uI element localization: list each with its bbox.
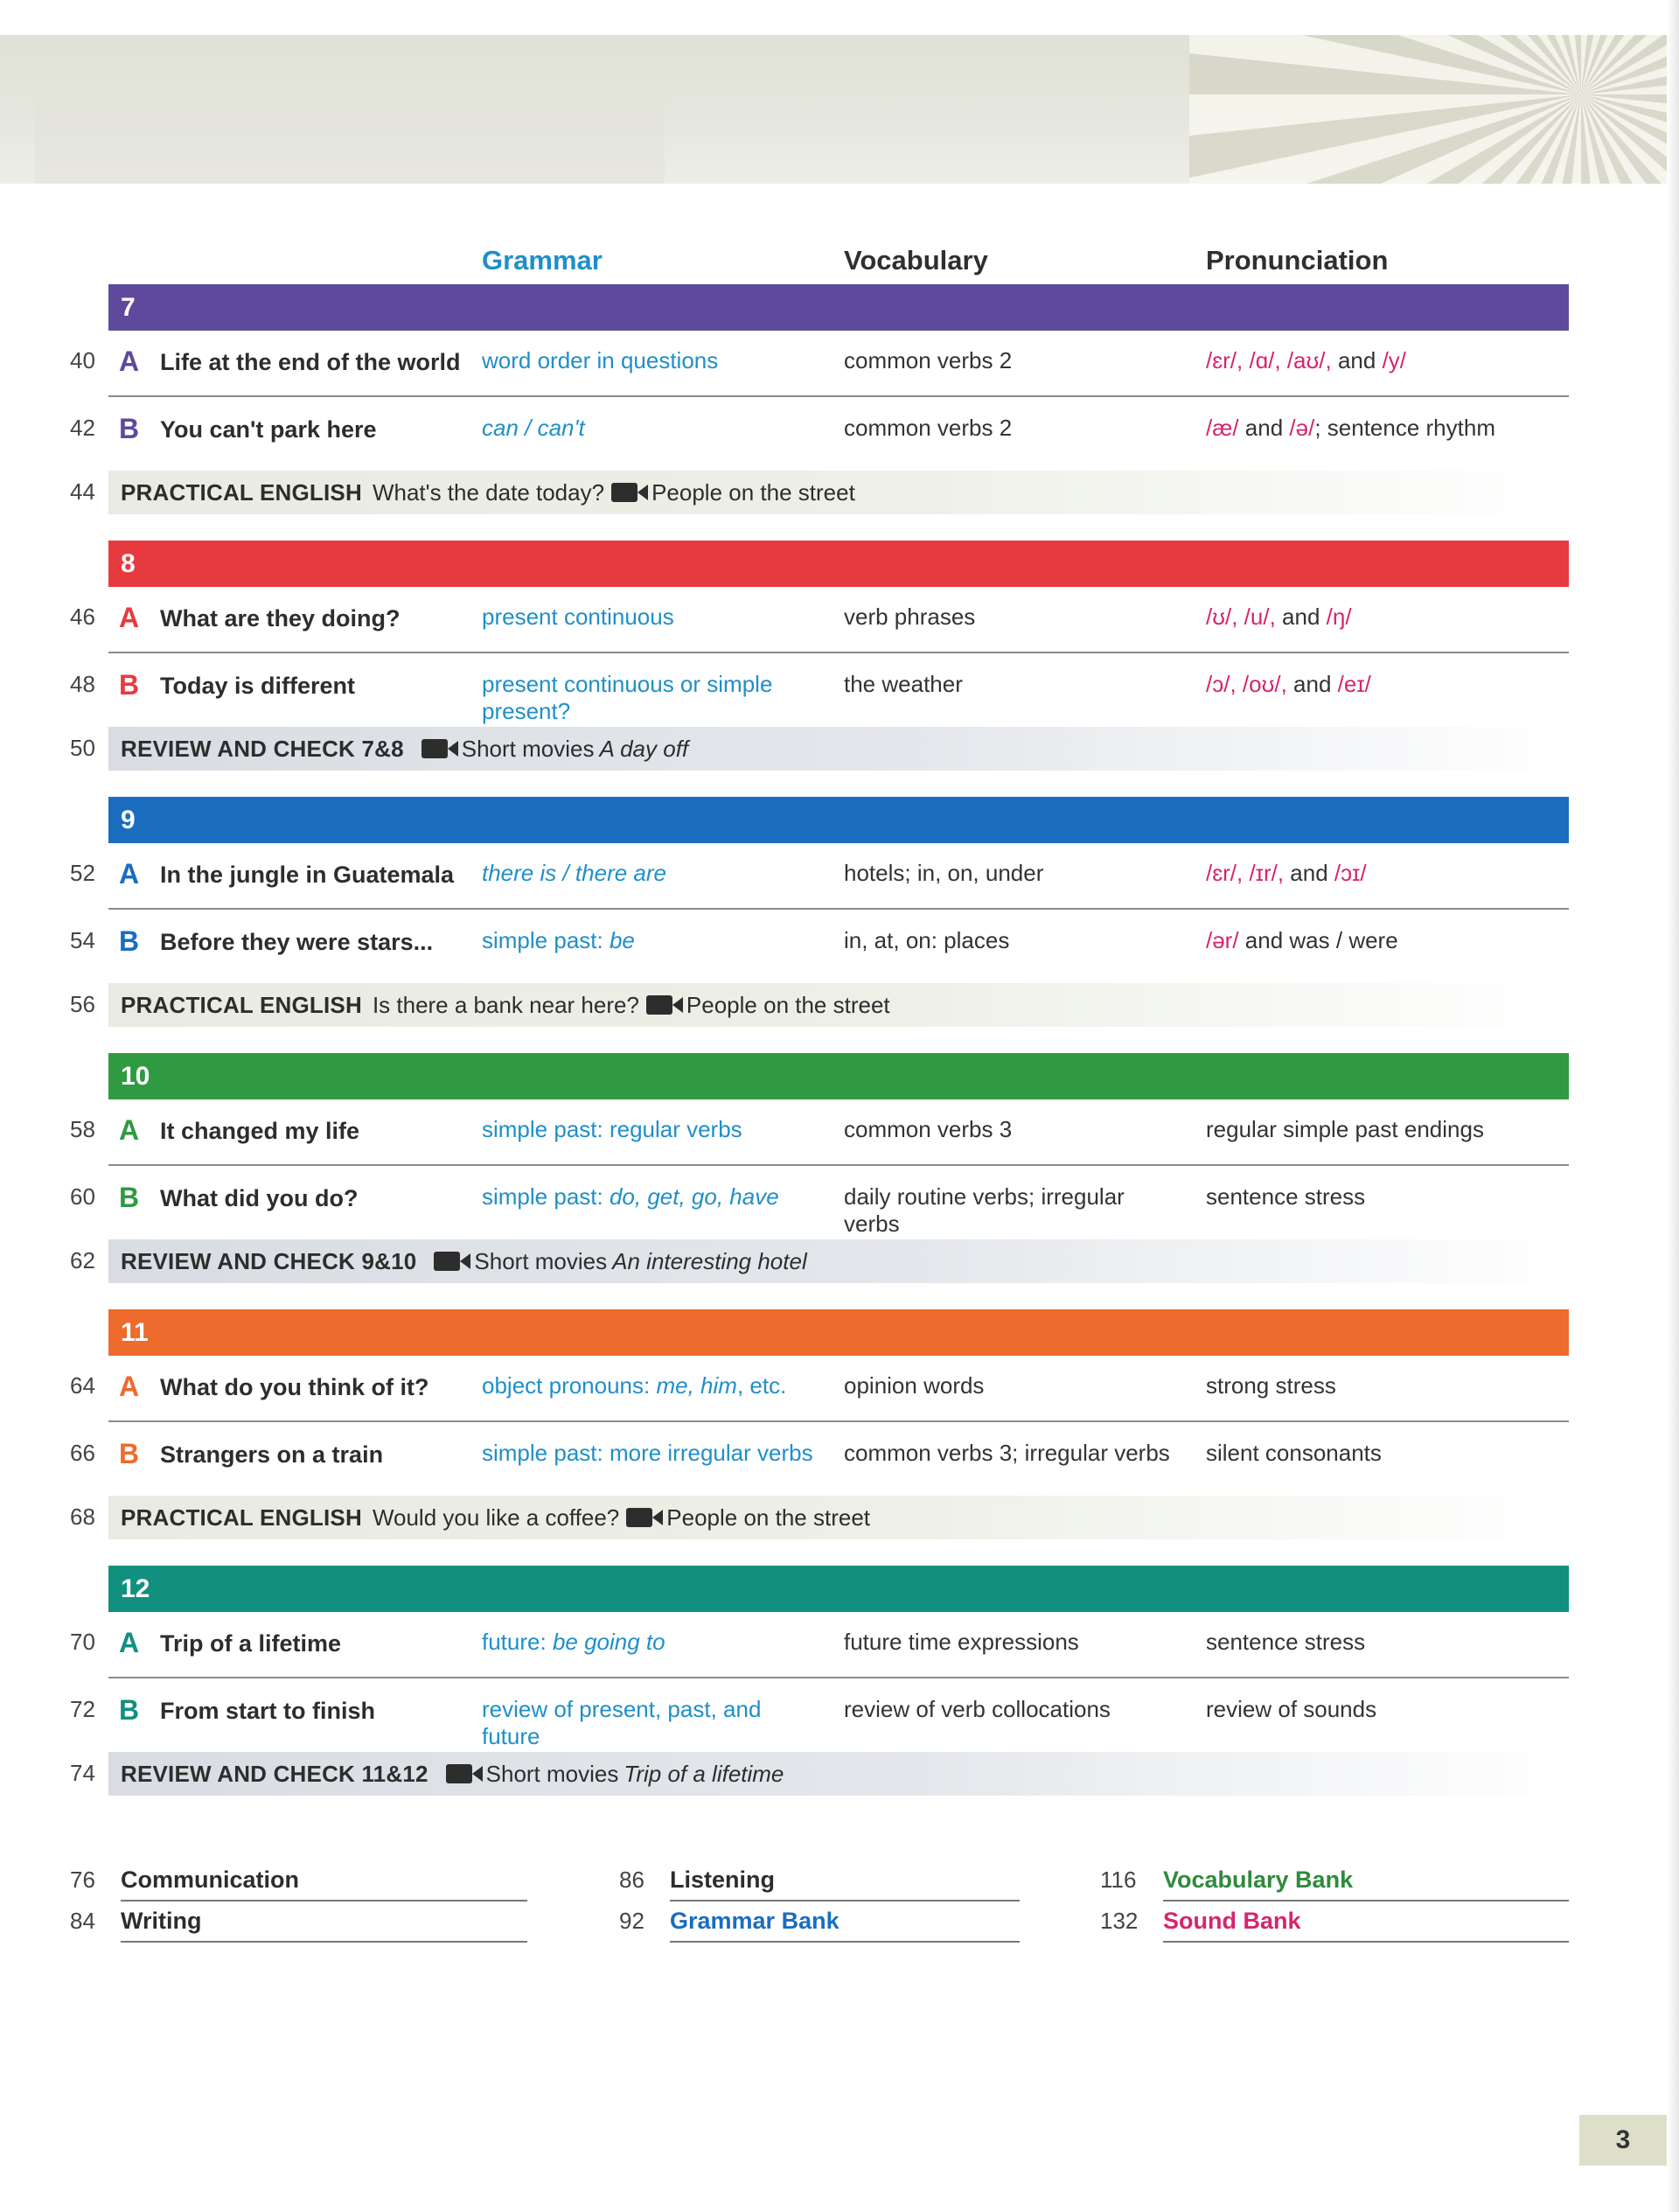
column-header-vocabulary: Vocabulary [844, 245, 988, 276]
lesson-letter: A [119, 1371, 140, 1402]
lesson-page-number: 52 [70, 860, 95, 886]
footer-item[interactable] [70, 1867, 527, 1901]
ipa-symbols: /ɛr/, /ɑ/, /aʊ/, [1206, 347, 1332, 373]
lesson-pronunciation: /ər/ and was / were [1206, 927, 1398, 953]
footer-underline [121, 1941, 527, 1943]
lesson-vocabulary: future time expressions [844, 1629, 1079, 1655]
review-and-check-band[interactable] [108, 727, 1569, 771]
ipa-symbols: /æ/ [1206, 415, 1239, 441]
lesson-pronunciation: silent consonants [1206, 1440, 1382, 1466]
lesson-vocabulary: common verbs 3; irregular verbs [844, 1440, 1170, 1466]
practical-english-band[interactable] [108, 471, 1569, 514]
lesson-page-number: 54 [70, 927, 95, 953]
video-camera-icon [446, 1764, 472, 1783]
lesson-pronunciation: sentence stress [1206, 1183, 1366, 1210]
lesson-letter: A [119, 602, 140, 633]
lesson-pronunciation: /æ/ and /ə/; sentence rhythm [1206, 415, 1495, 441]
lesson-title[interactable]: Life at the end of the world [160, 349, 461, 375]
ipa-symbols: /eɪ/ [1337, 671, 1371, 697]
lesson-title[interactable]: Strangers on a train [160, 1441, 384, 1468]
footer-item[interactable] [1100, 1867, 1569, 1901]
review-and-check-band[interactable] [108, 1752, 1569, 1796]
lesson-page-number: 46 [70, 604, 95, 630]
band-page-number: 68 [70, 1504, 95, 1530]
lesson-vocabulary: common verbs 2 [844, 415, 1013, 441]
lesson-grammar: review of present, past, and future [482, 1696, 762, 1749]
band-episode-title: What's the date today? [372, 478, 605, 506]
lesson-letter: A [119, 1114, 140, 1146]
review-and-check-band[interactable] [108, 1239, 1569, 1283]
footer-page-number: 92 [619, 1908, 644, 1934]
lesson-title[interactable]: What do you think of it? [160, 1374, 429, 1400]
ipa-symbols: /ɔ/, /oʊ/, [1206, 671, 1287, 697]
lesson-vocabulary: opinion words [844, 1372, 985, 1399]
lesson-letter: B [119, 925, 140, 957]
band-page-number: 50 [70, 735, 95, 761]
lesson-row[interactable] [0, 1116, 1679, 1182]
ipa-symbols: /ɛr/, /ɪr/, [1206, 860, 1285, 886]
lesson-title[interactable]: What did you do? [160, 1185, 359, 1211]
lesson-grammar: simple past: do, get, go, have [482, 1183, 779, 1210]
unit-header-12: 12 [108, 1566, 1569, 1612]
video-camera-icon [421, 739, 448, 758]
lesson-page-number: 64 [70, 1372, 95, 1399]
unit-header-11: 11 [108, 1309, 1569, 1356]
row-divider [108, 908, 1569, 910]
lesson-page-number: 42 [70, 415, 95, 441]
footer-page-number: 132 [1100, 1908, 1139, 1934]
lesson-page-number: 66 [70, 1440, 95, 1466]
lesson-page-number: 70 [70, 1629, 95, 1655]
footer-page-number: 116 [1100, 1867, 1137, 1893]
page-number: 3 [1579, 2115, 1667, 2166]
row-divider [108, 652, 1569, 653]
ipa-symbols: /ŋ/ [1326, 604, 1352, 630]
lesson-pronunciation: /ɛr/, /ɪr/, and /ɔɪ/ [1206, 860, 1367, 886]
lesson-letter: A [119, 345, 140, 377]
band-video-title: An interesting hotel [612, 1247, 807, 1274]
lesson-grammar: present continuous [482, 604, 674, 630]
footer-item[interactable] [1100, 1908, 1569, 1943]
column-header-grammar: Grammar [482, 245, 603, 276]
lesson-letter: A [119, 858, 140, 890]
lesson-row[interactable] [0, 1629, 1679, 1694]
video-camera-icon [434, 1252, 460, 1271]
footer-underline [1163, 1900, 1569, 1901]
lesson-page-number: 40 [70, 347, 95, 373]
lesson-row[interactable] [0, 347, 1679, 413]
lesson-vocabulary: hotels; in, on, under [844, 860, 1044, 886]
lesson-grammar: simple past: regular verbs [482, 1116, 742, 1142]
footer-page-number: 84 [70, 1908, 95, 1934]
video-camera-icon [611, 483, 637, 502]
lesson-vocabulary: the weather [844, 671, 963, 697]
lesson-title[interactable]: From start to finish [160, 1698, 376, 1724]
lesson-grammar: object pronouns: me, him, etc. [482, 1372, 787, 1399]
lesson-title[interactable]: Before they were stars... [160, 929, 434, 955]
band-page-number: 62 [70, 1247, 95, 1273]
lesson-vocabulary: common verbs 2 [844, 347, 1013, 373]
band-episode-title: Would you like a coffee? [372, 1504, 620, 1531]
lesson-vocabulary: review of verb collocations [844, 1696, 1111, 1722]
lesson-vocabulary: verb phrases [844, 604, 976, 630]
footer-item[interactable] [619, 1867, 1020, 1901]
band-video-label: Short movies [461, 735, 595, 762]
video-camera-icon [626, 1508, 652, 1527]
footer-label[interactable]: Grammar Bank [670, 1908, 840, 1934]
ipa-symbols: /ɔɪ/ [1334, 860, 1367, 886]
lesson-page-number: 48 [70, 671, 95, 697]
row-divider [108, 1677, 1569, 1678]
footer-label[interactable]: Communication [121, 1867, 300, 1893]
band-keyword: PRACTICAL ENGLISH [121, 991, 362, 1018]
band-keyword: REVIEW AND CHECK 9&10 [121, 1247, 417, 1274]
band-video-title: A day off [599, 735, 689, 762]
lesson-letter: B [119, 669, 140, 701]
lesson-vocabulary: common verbs 3 [844, 1116, 1013, 1142]
row-divider [108, 1164, 1569, 1166]
lesson-page-number: 58 [70, 1116, 95, 1142]
practical-english-band[interactable] [108, 1496, 1569, 1539]
lesson-pronunciation: /ɛr/, /ɑ/, /aʊ/, and /y/ [1206, 347, 1407, 373]
footer-item[interactable] [619, 1908, 1020, 1943]
unit-header-7: 7 [108, 284, 1569, 331]
column-header-pronunciation: Pronunciation [1206, 245, 1389, 276]
unit-header-8: 8 [108, 541, 1569, 587]
footer-page-number: 86 [619, 1867, 644, 1893]
footer-underline [670, 1900, 1020, 1901]
lesson-title[interactable]: What are they doing? [160, 605, 401, 632]
lesson-title[interactable]: Trip of a lifetime [160, 1630, 342, 1657]
band-video-label: People on the street [666, 1504, 870, 1531]
ipa-symbols: /y/ [1382, 347, 1407, 373]
footer-underline [1163, 1941, 1569, 1943]
band-video-label: People on the street [651, 478, 855, 506]
lesson-page-number: 72 [70, 1696, 95, 1722]
lesson-title[interactable]: It changed my life [160, 1118, 360, 1144]
footer-label[interactable]: Listening [670, 1867, 775, 1893]
footer-label[interactable]: Writing [121, 1908, 202, 1934]
lesson-row[interactable] [0, 860, 1679, 925]
footer-underline [121, 1900, 527, 1901]
row-divider [108, 1420, 1569, 1422]
lesson-grammar: word order in questions [482, 347, 719, 373]
lesson-letter: A [119, 1627, 140, 1658]
lesson-letter: B [119, 1182, 140, 1213]
lesson-vocabulary: in, at, on: places [844, 927, 1010, 953]
faded-previous-page-text [35, 87, 665, 184]
lesson-grammar: future: be going to [482, 1629, 665, 1655]
unit-header-10: 10 [108, 1053, 1569, 1099]
lesson-title[interactable]: You can't park here [160, 416, 377, 443]
lesson-pronunciation: strong stress [1206, 1372, 1336, 1399]
lesson-letter: B [119, 1438, 140, 1469]
footer-page-number: 76 [70, 1867, 95, 1893]
ipa-symbols: /ər/ [1206, 927, 1239, 953]
band-page-number: 56 [70, 991, 95, 1017]
practical-english-band[interactable] [108, 983, 1569, 1027]
header-photo-strip [0, 35, 1679, 184]
unit-header-9: 9 [108, 797, 1569, 843]
band-video-label: Short movies [474, 1247, 608, 1274]
row-divider [108, 395, 1569, 397]
footer-label[interactable]: Sound Bank [1163, 1908, 1301, 1934]
footer-label[interactable]: Vocabulary Bank [1163, 1867, 1354, 1893]
lesson-title[interactable]: In the jungle in Guatemala [160, 862, 455, 888]
lesson-vocabulary: daily routine verbs; irregular verbs [844, 1183, 1125, 1237]
band-keyword: REVIEW AND CHECK 11&12 [121, 1760, 428, 1787]
lesson-pronunciation: regular simple past endings [1206, 1116, 1484, 1142]
lesson-pronunciation: sentence stress [1206, 1629, 1366, 1655]
lesson-row[interactable] [0, 604, 1679, 669]
band-keyword: REVIEW AND CHECK 7&8 [121, 735, 404, 762]
lesson-grammar: simple past: be [482, 927, 635, 953]
band-page-number: 44 [70, 478, 95, 505]
footer-underline [670, 1941, 1020, 1943]
lesson-pronunciation: review of sounds [1206, 1696, 1377, 1722]
band-video-title: Trip of a lifetime [624, 1760, 784, 1787]
lesson-letter: B [119, 413, 140, 444]
lesson-page-number: 60 [70, 1183, 95, 1210]
lesson-grammar: present continuous or simple present? [482, 671, 773, 724]
band-keyword: PRACTICAL ENGLISH [121, 1504, 362, 1531]
lesson-grammar: simple past: more irregular verbs [482, 1440, 813, 1466]
lesson-title[interactable]: Today is different [160, 673, 356, 699]
band-video-label: Short movies [485, 1760, 619, 1787]
lesson-grammar: can / can't [482, 415, 585, 441]
video-camera-icon [646, 995, 672, 1015]
page-edge-shadow [1667, 0, 1679, 2212]
lesson-row[interactable] [0, 1372, 1679, 1438]
footer-item[interactable] [70, 1908, 527, 1943]
lesson-pronunciation: /ʊ/, /u/, and /ŋ/ [1206, 604, 1352, 630]
lesson-pronunciation: /ɔ/, /oʊ/, and /eɪ/ [1206, 671, 1371, 697]
ipa-symbols: /ə/ [1289, 415, 1315, 441]
lesson-letter: B [119, 1694, 140, 1726]
band-video-label: People on the street [686, 991, 890, 1018]
band-episode-title: Is there a bank near here? [372, 991, 639, 1018]
ipa-symbols: /ʊ/, /u/, [1206, 604, 1276, 630]
band-keyword: PRACTICAL ENGLISH [121, 478, 362, 506]
sunburst-decoration [1189, 35, 1679, 184]
lesson-grammar: there is / there are [482, 860, 666, 886]
band-page-number: 74 [70, 1760, 95, 1786]
